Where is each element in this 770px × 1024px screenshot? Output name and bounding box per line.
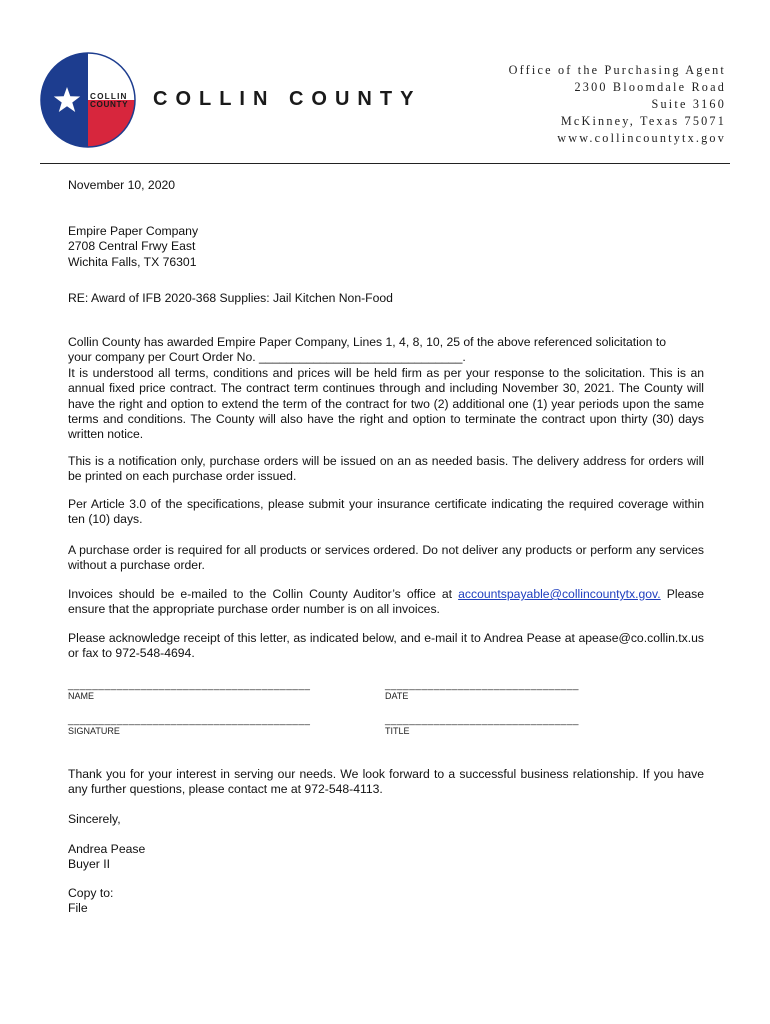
org-name: COLLIN COUNTY	[153, 88, 422, 110]
closing: Sincerely,	[68, 812, 121, 826]
name-label: NAME	[68, 691, 95, 701]
recipient-line: Empire Paper Company	[68, 224, 199, 238]
paragraph-thank-you: Thank you for your interest in serving our needs. We look forward to a successful business relationship. If you have any further questions, please contact me at 972-548-4113.	[68, 767, 704, 797]
recipient-line: 2708 Central Frwy East	[68, 239, 196, 254]
office-address-block	[509, 62, 726, 147]
invoice-text-end: Please ensure that the appropriate purchase order number is on all invoices.	[68, 587, 704, 617]
date-label: DATE	[385, 691, 409, 701]
accounts-payable-email-link[interactable]: accountspayable@collincountytx.gov.	[458, 587, 661, 601]
signer-block	[68, 842, 704, 873]
logo-text-county: COUNTY	[90, 100, 129, 109]
office-website: www.collincountytx.gov	[557, 131, 726, 145]
paragraph-invoices	[68, 587, 704, 618]
court-order-line: your company per Court Order No. ______________________________.	[68, 350, 466, 365]
office-line: 2300 Bloomdale Road	[574, 80, 726, 94]
logo-text-collin: COLLIN	[90, 92, 128, 101]
paragraph-award	[68, 335, 704, 443]
invoice-text: Invoices should be e-mailed to the Collin County Auditor’s office at	[68, 587, 459, 601]
signer-name: Andrea Pease	[68, 842, 146, 856]
signer-title: Buyer II	[68, 857, 110, 872]
office-line: McKinney, Texas 75071	[560, 114, 726, 128]
title-signature-line: ________________________________	[385, 715, 579, 726]
copy-label: Copy to:	[68, 886, 114, 900]
copy-block	[68, 886, 704, 917]
copy-recipient: File	[68, 901, 88, 916]
paragraph-acknowledge: Please acknowledge receipt of this letter, as indicated below, and e-mail it to Andrea Pease at apease@co.collin.tx.us or fax to 972-548-4694.	[68, 631, 704, 661]
paragraph-purchase-order: A purchase order is required for all products or services ordered. Do not deliver any products or perform any services without a purchase order.	[68, 543, 704, 573]
signature-line: ________________________________________	[68, 715, 311, 726]
signature-label: SIGNATURE	[68, 726, 120, 736]
date-signature-line: ________________________________	[385, 680, 579, 691]
title-label: TITLE	[385, 726, 410, 736]
paragraph-notification: This is a notification only, purchase orders will be issued on an as needed basis. The delivery address for orders will be printed on each purchase order issued.	[68, 454, 704, 484]
subject-line: RE: Award of IFB 2020-368 Supplies: Jail Kitchen Non-Food	[68, 291, 393, 305]
paragraph-line: Collin County has awarded Empire Paper Company, Lines 1, 4, 8, 10, 25 of the above referenced solicitation to	[68, 335, 666, 349]
recipient-line: Wichita Falls, TX 76301	[68, 254, 197, 269]
letter-date: November 10, 2020	[68, 178, 176, 192]
office-line: Suite 3160	[651, 97, 726, 111]
paragraph-insurance: Per Article 3.0 of the specifications, please submit your insurance certificate indicating the required coverage within ten (10) days.	[68, 497, 704, 527]
name-signature-line: ________________________________________	[68, 680, 311, 691]
paragraph-text: It is understood all terms, conditions and prices will be held firm as per your response to the solicitation. This is an annual fixed price contract. The contract term continues through and including November 30, 2021. The County will have the right and option to extend the term of the contract for two (2) additional one (1) year periods upon the same terms and conditions. The County will also have the right and option to terminate the contract upon thirty (30) days written notice.	[68, 365, 704, 442]
header-divider	[40, 163, 730, 164]
office-line: Office of the Purchasing Agent	[508, 63, 726, 77]
recipient-address	[68, 224, 704, 270]
collin-county-logo	[40, 52, 136, 148]
